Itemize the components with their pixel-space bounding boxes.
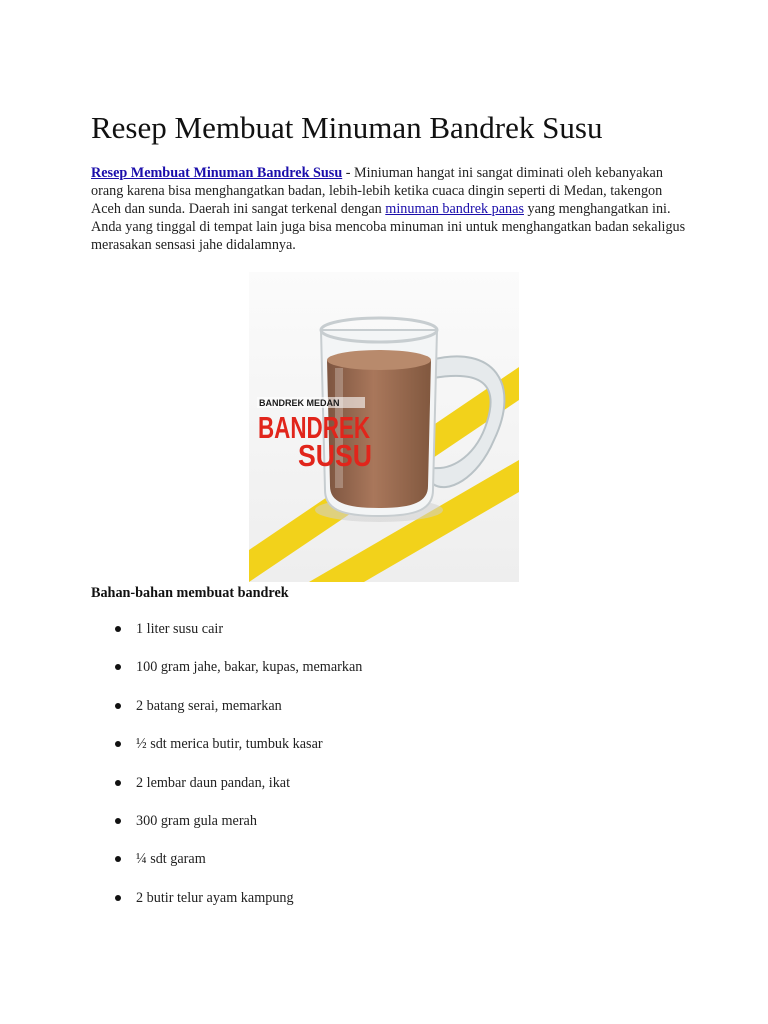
intro-paragraph [91, 164, 691, 254]
product-line-1: BANDREK [258, 410, 371, 445]
ingredient-text: ½ sdt merica butir, tumbuk kasar [136, 736, 323, 753]
page-title: Resep Membuat Minuman Bandrek Susu [91, 110, 603, 145]
list-item [91, 850, 362, 888]
intro-text-2: yang menghangatkan ini. Anda yang tinggal di tempat lain juga bisa mencoba minuman ini untuk menghangatkan badan sekaligus merasakan sensasi jahe didalamnya. [91, 201, 686, 253]
list-item [91, 812, 362, 850]
product-line-2: SUSU [298, 438, 372, 473]
intro-text-1: - Miniuman hangat ini sangat diminati oleh kebanyakan orang karena bisa menghangatkan badan, lebih-lebih ketika cuaca dingin seperti di Medan, takengon Aceh dan sunda. Daerah ini sangat terkenal dengan [91, 165, 663, 217]
ingredient-text: 2 lembar daun pandan, ikat [136, 774, 291, 791]
bullet-icon [115, 664, 121, 670]
ingredients-heading: Bahan-bahan membuat bandrek [91, 585, 289, 601]
ingredient-text: 1 liter susu cair [136, 621, 224, 637]
list-item [91, 774, 362, 812]
bullet-icon [115, 780, 121, 786]
bandrek-susu-image [249, 272, 519, 582]
ingredients-list [91, 620, 362, 927]
ingredient-text: 100 gram jahe, bakar, kupas, memarkan [136, 659, 363, 676]
list-item [91, 735, 362, 773]
list-item [91, 620, 362, 658]
title-link[interactable]: Resep Membuat Minuman Bandrek Susu [91, 165, 343, 181]
ingredient-text: 2 batang serai, memarkan [136, 697, 282, 714]
bullet-icon [115, 818, 121, 824]
list-item [91, 889, 362, 927]
list-item [91, 697, 362, 735]
ingredient-text: ¼ sdt garam [136, 851, 206, 868]
bandrek-panas-link[interactable]: minuman bandrek panas [385, 201, 524, 217]
list-item [91, 658, 362, 696]
bullet-icon [115, 856, 121, 862]
bullet-icon [115, 895, 121, 901]
brand-text: BANDREK MEDAN [259, 398, 340, 408]
ingredient-text: 2 butir telur ayam kampung [136, 889, 294, 906]
ingredient-text: 300 gram gula merah [136, 812, 257, 829]
bullet-icon [115, 703, 121, 709]
bullet-icon [115, 626, 121, 632]
bullet-icon [115, 741, 121, 747]
